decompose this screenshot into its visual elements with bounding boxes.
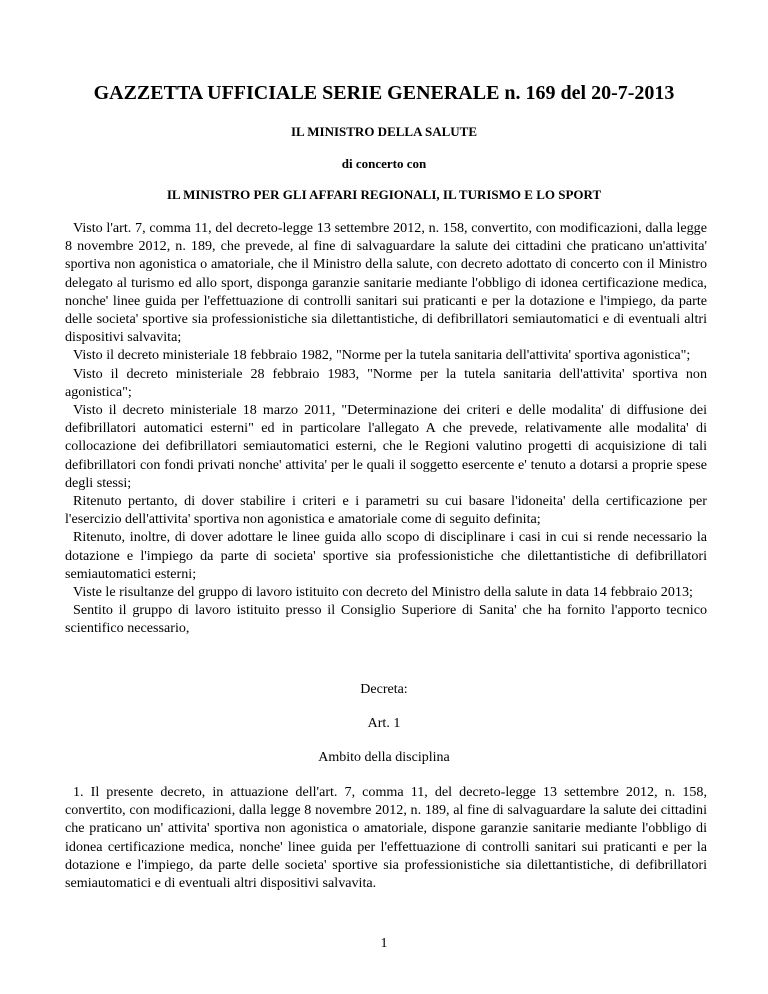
preamble-paragraph: Visto il decreto ministeriale 18 marzo 2011, "Determinazione dei criteri e delle modalita' di diffusione dei defibrillatori automatici esterni" ed in particolare l'allegato A che prevede, relativamente alle modalita' di collocazione dei defibrillatori semiautomatici esterni, che le Regioni valutino progetti di acquisizione di tali defibrillatori con fondi privati nonche' attivita' per le quali il soggetto esercente e' tenuto a dotarsi a proprie spese degli stessi;	[65, 402, 707, 491]
concert-line: di concerto con	[341, 156, 427, 171]
second-minister-heading: IL MINISTRO PER GLI AFFARI REGIONALI, IL TURISMO E LO SPORT	[166, 187, 602, 202]
preamble-paragraph: Ritenuto pertanto, di dover stabilire i criteri e i parametri su cui basare l'idoneita' della certificazione per l'esercizio dell'attivita' sportiva non agonistica e amatoriale come di seguito definita;	[65, 493, 707, 528]
preamble-paragraph: Sentito il gruppo di lavoro istituito presso il Consiglio Superiore di Sanita' che ha fornito l'apporto tecnico scientifico necessario,	[65, 602, 707, 637]
preamble-paragraph: Visto il decreto ministeriale 28 febbraio 1983, "Norme per la tutela sanitaria dell'attivita' sportiva non agonistica";	[65, 365, 707, 400]
page-number: 1	[380, 936, 388, 951]
preamble-paragraph: Visto l'art. 7, comma 11, del decreto-legge 13 settembre 2012, n. 158, convertito, con modificazioni, dalla legge 8 novembre 2012, n. 189, che prevede, al fine di salvaguardare la salute dei cittadini che praticano un'attivita' sportiva non agonistica o amatoriale, che il Ministro della salute, con decreto adottato di concerto con il Ministro delegato al turismo ed allo sport, disponga garanzie sanitarie mediante l'obbligo di idonea certificazione medica, nonche' linee guida per l'effettuazione di controlli sanitari sui praticanti e per la dotazione e l'impiego, da parte delle societa' sportive sia professionistiche sia dilettantistiche, di defibrillatori semiautomatici e di eventuali altri dispositivi salvavita;	[65, 220, 707, 346]
article-paragraph: 1. Il presente decreto, in attuazione dell'art. 7, comma 11, del decreto-legge 13 settembre 2012, n. 158, convertito, con modificazioni, dalla legge 8 novembre 2012, n. 189, al fine di salvaguardare la salute dei cittadini che praticano un' attivita' sportiva non agonistica o amatoriale, dispone garanzie sanitarie mediante l'obbligo di idonea certificazione medica, nonche' linee guida per l'effettuazione di controlli sanitari sui praticanti e per la dotazione e l'impiego, da parte delle societa' sportive sia professionistiche sia dilettantistiche, di defibrillatori semiautomatici e di eventuali altri dispositivi salvavita.	[65, 784, 707, 892]
minister-heading: IL MINISTRO DELLA SALUTE	[290, 124, 478, 139]
article-body	[65, 783, 707, 892]
preamble-paragraph: Ritenuto, inoltre, di dover adottare le linee guida allo scopo di disciplinare i casi in cui si rende necessario la dotazione e l'impiego da parte di societa' sportive sia professionistiche che dilettantistiche di defibrillatori semiautomatici esterni;	[65, 529, 707, 582]
preamble-paragraph: Visto il decreto ministeriale 18 febbraio 1982, "Norme per la tutela sanitaria dell'attivita' sportiva agonistica";	[73, 347, 691, 364]
article-title: Ambito della disciplina	[318, 750, 450, 765]
preamble-paragraph: Viste le risultanze del gruppo di lavoro istituito con decreto del Ministro della salute in data 14 febbraio 2013;	[73, 584, 693, 601]
gazette-title: GAZZETTA UFFICIALE SERIE GENERALE n. 169 del 20-7-2013	[93, 82, 675, 104]
preamble	[65, 219, 707, 638]
decreta-heading: Decreta:	[360, 682, 408, 697]
article-number: Art. 1	[367, 716, 401, 731]
